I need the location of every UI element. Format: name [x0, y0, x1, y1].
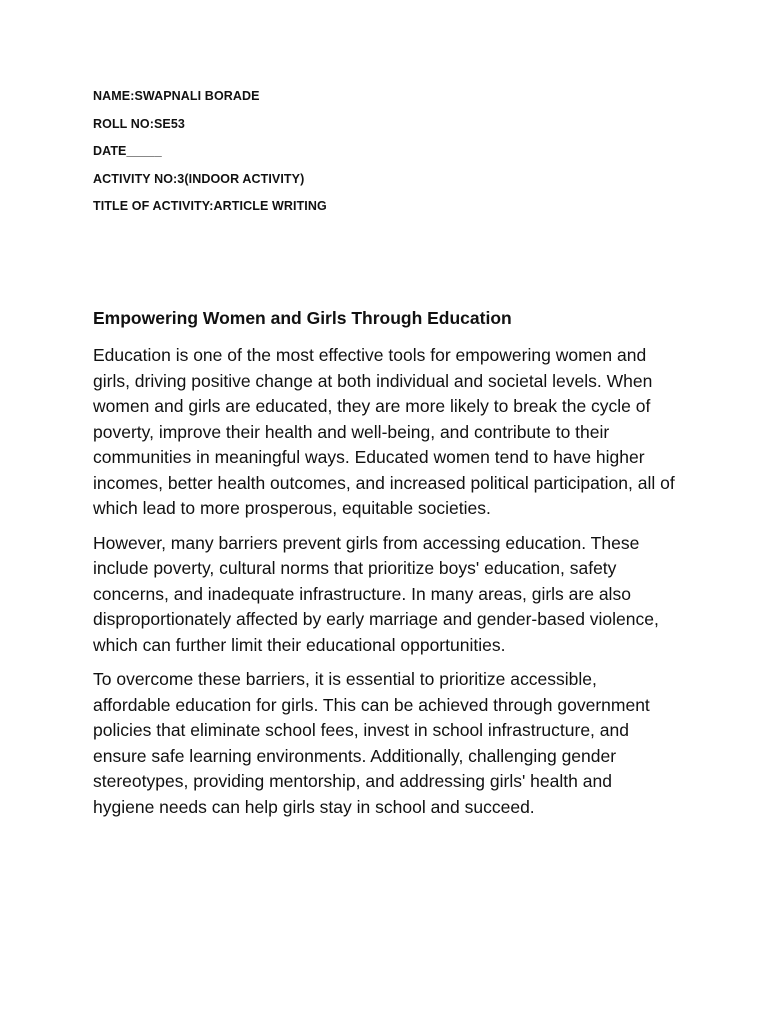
date-field: DATE_____: [93, 144, 162, 158]
student-name: NAME:SWAPNALI BORADE: [93, 89, 260, 103]
article-paragraph: To overcome these barriers, it is essential to prioritize accessible, affordable education for girls. This can be achieved through government policies that eliminate school fees, invest in school infrastructure, and ensure safe learning environments. Additionally, challenging gender stereotypes, providing mentorship, and addressing girls' health and hygiene needs can help girls stay in school and succeed.: [93, 669, 650, 817]
article: [93, 307, 678, 829]
activity-title: TITLE OF ACTIVITY:ARTICLE WRITING: [93, 199, 327, 213]
article-paragraph: However, many barriers prevent girls from accessing education. These include poverty, cultural norms that prioritize boys' education, safety concerns, and inadequate infrastructure. In many areas, girls are also disproportionately affected by early marriage and gender-based violence, which can further limit their educational opportunities.: [93, 532, 659, 655]
article-title: Empowering Women and Girls Through Education: [93, 308, 512, 328]
student-info-header: [93, 89, 693, 227]
activity-number: ACTIVITY NO:3(INDOOR ACTIVITY): [93, 171, 305, 186]
roll-number: ROLL NO:SE53: [93, 116, 185, 131]
article-paragraph: Education is one of the most effective tools for empowering women and girls, driving positive change at both individual and societal levels. When women and girls are educated, they are more likely to break the cycle of poverty, improve their health and well-being, and contribute to their communities in meaningful ways. Educated women tend to have higher incomes, better health outcomes, and increased political participation, all of which lead to more prosperous, equitable societies.: [93, 345, 675, 518]
